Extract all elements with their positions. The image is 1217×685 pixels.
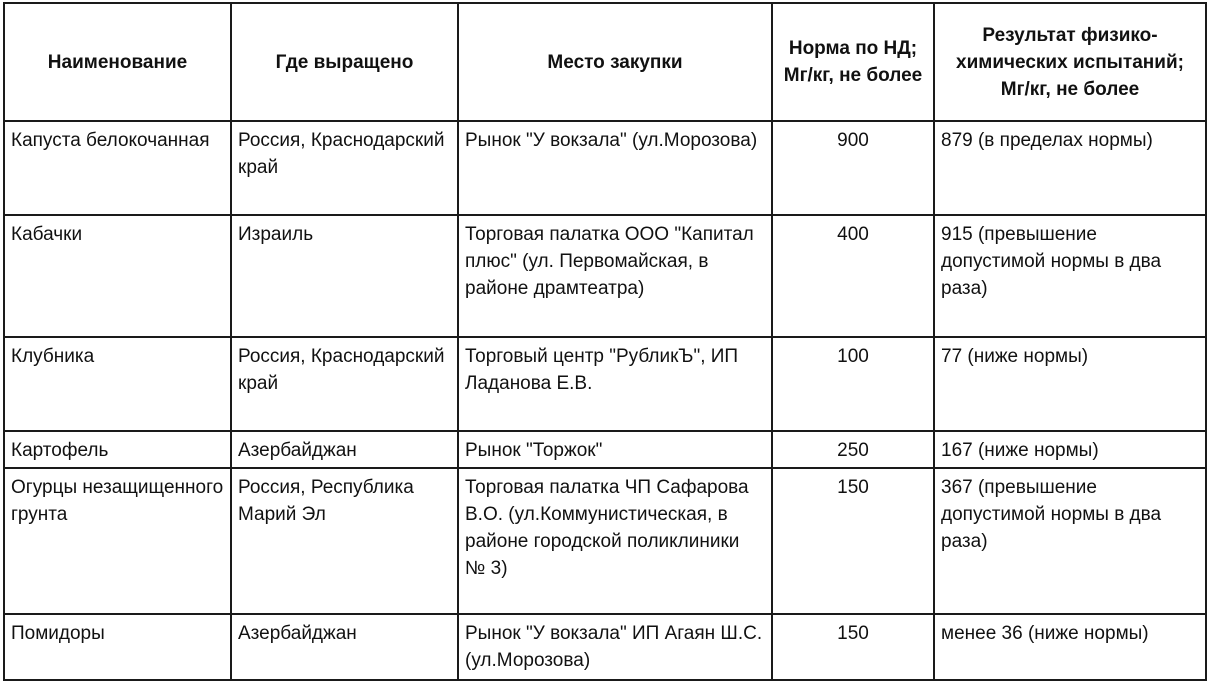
header-purchase-place: Место закупки	[458, 3, 772, 121]
cell-purchase-place: Рынок "У вокзала" (ул.Морозова)	[458, 121, 772, 215]
cell-result: 915 (превышение допустимой нормы в два раза)	[934, 215, 1206, 337]
cell-origin: Азербайджан	[231, 614, 458, 680]
document	[3, 2, 1207, 681]
cell-name: Кабачки	[4, 215, 231, 337]
cell-origin: Израиль	[231, 215, 458, 337]
cell-name: Помидоры	[4, 614, 231, 680]
cell-origin: Россия, Краснодарский край	[231, 337, 458, 431]
cell-name: Огурцы незащищенного грунта	[4, 468, 231, 614]
cell-name: Картофель	[4, 431, 231, 468]
table-row	[4, 337, 1206, 431]
cell-purchase-place: Торговая палатка ООО "Капитал плюс" (ул. Первомайская, в районе драмтеатра)	[458, 215, 772, 337]
header-row	[4, 3, 1206, 121]
cell-purchase-place: Рынок "У вокзала" ИП Агаян Ш.С. (ул.Морозова)	[458, 614, 772, 680]
table-row	[4, 215, 1206, 337]
header-origin: Где выращено	[231, 3, 458, 121]
cell-name: Капуста белокочанная	[4, 121, 231, 215]
cell-result: менее 36 (ниже нормы)	[934, 614, 1206, 680]
cell-purchase-place: Рынок "Торжок"	[458, 431, 772, 468]
results-table	[3, 2, 1207, 681]
cell-result: 367 (превышение допустимой нормы в два раза)	[934, 468, 1206, 614]
header-name: Наименование	[4, 3, 231, 121]
cell-result: 879 (в пределах нормы)	[934, 121, 1206, 215]
cell-norm: 400	[772, 215, 934, 337]
header-norm: Норма по НД; Мг/кг, не более	[772, 3, 934, 121]
cell-origin: Россия, Республика Марий Эл	[231, 468, 458, 614]
cell-origin: Азербайджан	[231, 431, 458, 468]
cell-norm: 100	[772, 337, 934, 431]
cell-origin: Россия, Краснодарский край	[231, 121, 458, 215]
table-row	[4, 468, 1206, 614]
cell-purchase-place: Торговый центр "РубликЪ", ИП Ладанова Е.В.	[458, 337, 772, 431]
cell-norm: 250	[772, 431, 934, 468]
cell-norm: 900	[772, 121, 934, 215]
table-row	[4, 121, 1206, 215]
cell-name: Клубника	[4, 337, 231, 431]
cell-result: 77 (ниже нормы)	[934, 337, 1206, 431]
header-result: Результат физико-химических испытаний; Мг/кг, не более	[934, 3, 1206, 121]
table-row	[4, 431, 1206, 468]
cell-purchase-place: Торговая палатка ЧП Сафарова В.О. (ул.Коммунистическая, в районе городской поликлиники № 3)	[458, 468, 772, 614]
cell-result: 167 (ниже нормы)	[934, 431, 1206, 468]
cell-norm: 150	[772, 614, 934, 680]
table-row	[4, 614, 1206, 680]
cell-norm: 150	[772, 468, 934, 614]
